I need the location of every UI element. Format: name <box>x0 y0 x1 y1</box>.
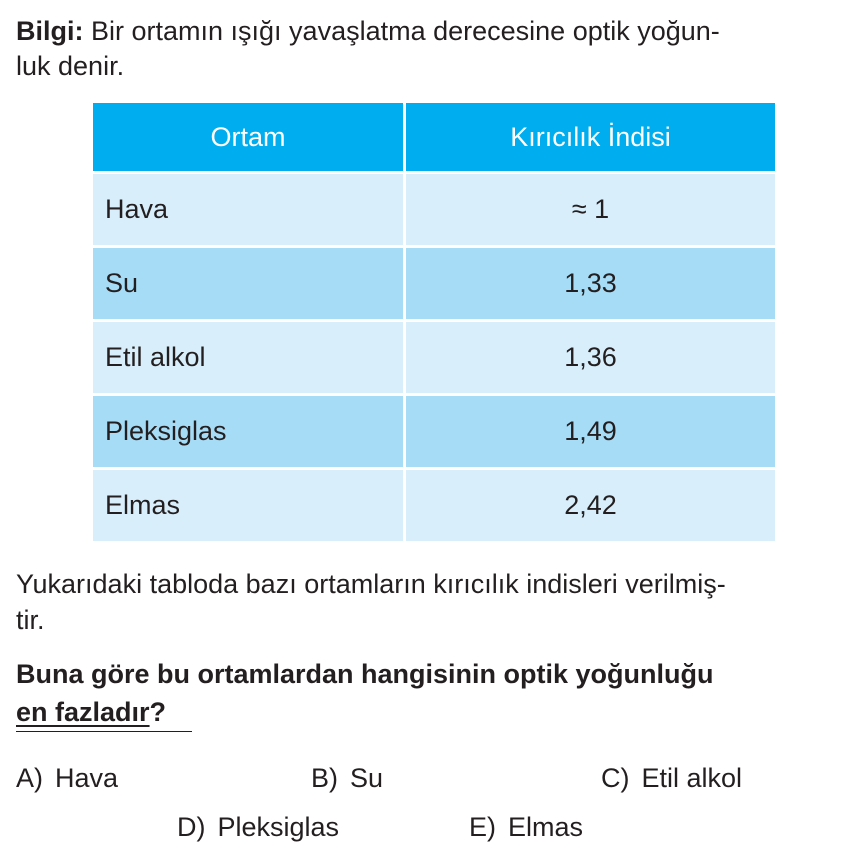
refraction-index-table <box>90 100 778 544</box>
question-line-1: Buna göre bu ortamlardan hangisinin optik yoğunluğu <box>16 659 714 689</box>
description-paragraph <box>16 566 854 638</box>
question-line-2 <box>16 693 166 731</box>
table-row <box>92 173 777 247</box>
cell-medium: Pleksiglas <box>92 395 405 469</box>
option-e[interactable] <box>469 812 583 843</box>
question-emphasis: en fazladır <box>16 697 150 727</box>
underline-rule <box>16 731 192 732</box>
info-label: Bilgi: <box>16 16 84 46</box>
table-row <box>92 469 777 543</box>
cell-index: ≈ 1 <box>405 173 777 247</box>
cell-index: 1,49 <box>405 395 777 469</box>
info-text-2: luk denir. <box>16 51 125 81</box>
paragraph-line-2: tir. <box>16 605 45 635</box>
header-refractive-index: Kırıcılık İndisi <box>405 102 777 173</box>
cell-medium: Etil alkol <box>92 321 405 395</box>
option-letter: A) <box>16 763 43 793</box>
option-text: Hava <box>55 763 119 793</box>
option-text: Elmas <box>508 812 584 842</box>
cell-medium: Elmas <box>92 469 405 543</box>
question-text <box>16 655 854 731</box>
info-text-1: Bir ortamın ışığı yavaşlatma derecesine optik yoğun- <box>83 16 720 46</box>
table-row <box>92 247 777 321</box>
table-row <box>92 321 777 395</box>
option-text: Su <box>350 763 384 793</box>
cell-index: 2,42 <box>405 469 777 543</box>
option-a[interactable] <box>16 763 118 794</box>
option-d[interactable] <box>177 812 339 843</box>
option-letter: D) <box>177 812 206 842</box>
paragraph-line-1: Yukarıdaki tabloda bazı ortamların kırıcılık indisleri verilmiş- <box>16 569 726 599</box>
cell-index: 1,33 <box>405 247 777 321</box>
info-line-1 <box>16 14 854 49</box>
header-medium: Ortam <box>92 102 405 173</box>
option-text: Etil alkol <box>641 763 743 793</box>
option-letter: C) <box>601 763 630 793</box>
cell-medium: Hava <box>92 173 405 247</box>
option-letter: E) <box>469 812 496 842</box>
question-mark: ? <box>149 697 167 727</box>
info-box <box>16 14 854 84</box>
cell-medium: Su <box>92 247 405 321</box>
option-letter: B) <box>311 763 338 793</box>
table-header-row <box>92 102 777 173</box>
option-text: Pleksiglas <box>217 812 340 842</box>
option-c[interactable] <box>601 763 742 794</box>
table-row <box>92 395 777 469</box>
cell-index: 1,36 <box>405 321 777 395</box>
option-b[interactable] <box>311 763 383 794</box>
